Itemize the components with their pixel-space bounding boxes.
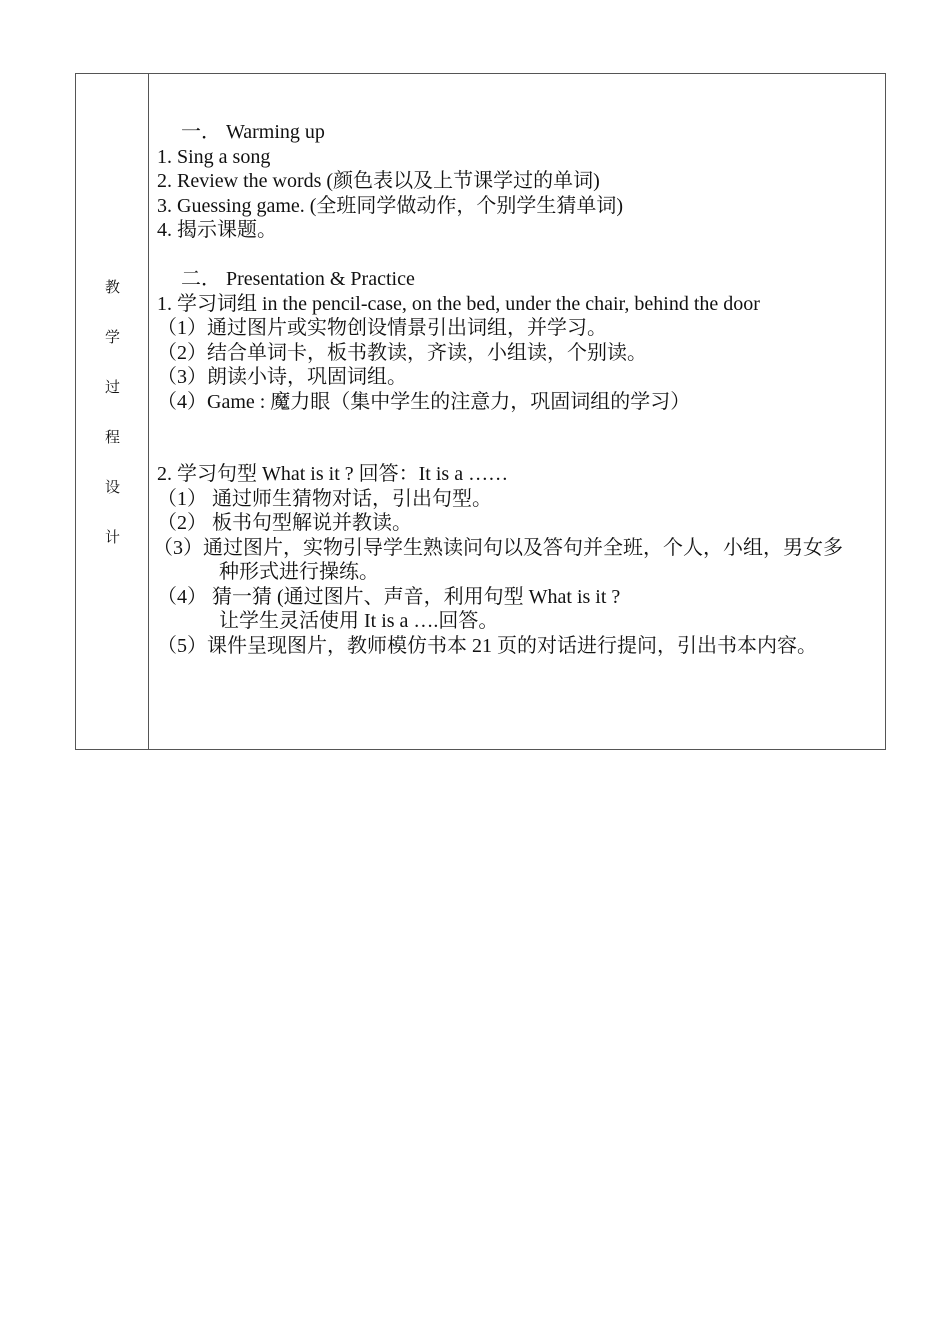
part1-step: （1）通过图片或实物创设情景引出词组，并学习。 xyxy=(157,317,607,339)
side-label-char: 设 xyxy=(104,480,120,496)
part1-heading: 1. 学习词组 in the pencil-case, on the bed, under the chair, behind the door xyxy=(157,292,760,315)
part2-step-continued: 种形式进行操练。 xyxy=(219,561,379,583)
side-label-char: 教 xyxy=(104,280,120,296)
part2-step: （1） 通过师生猜物对话，引出句型。 xyxy=(157,487,492,510)
side-label-char: 计 xyxy=(104,530,120,546)
warmup-item: 2. Review the words (颜色表以及上节课学过的单词) xyxy=(157,170,600,192)
side-label-char: 过 xyxy=(104,380,120,396)
part1-step: （2）结合单词卡，板书教读，齐读，小组读，个别读。 xyxy=(157,341,647,364)
part2-step: （3）通过图片，实物引导学生熟读问句以及答句并全班，个人，小组，男女多 xyxy=(153,536,843,559)
lesson-content xyxy=(153,120,882,658)
lesson-table xyxy=(75,73,886,750)
side-label-char: 学 xyxy=(104,330,120,346)
part2-step: （2） 板书句型解说并教读。 xyxy=(157,512,412,534)
part1-step: （3）朗读小诗，巩固词组。 xyxy=(157,366,407,388)
section2-title: 二． Presentation & Practice xyxy=(181,268,415,290)
part2-step-continued: 让学生灵活使用 It is a ….回答。 xyxy=(219,610,499,632)
warmup-item: 1. Sing a song xyxy=(157,145,271,168)
part2-heading: 2. 学习句型 What is it ? 回答：It is a …… xyxy=(157,463,509,485)
spacer xyxy=(157,243,882,268)
spacer xyxy=(157,414,882,462)
part2-step: （4） 猜一猜 (通过图片、声音，利用句型 What is it ? xyxy=(157,585,621,608)
warmup-item: 4. 揭示课题。 xyxy=(157,219,277,241)
part2-step: （5）课件呈现图片，教师模仿书本 21 页的对话进行提问，引出书本内容。 xyxy=(157,634,817,657)
part1-step: （4）Game : 魔力眼（集中学生的注意力，巩固词组的学习） xyxy=(157,390,691,413)
side-label-cell xyxy=(76,74,149,749)
side-label-char: 程 xyxy=(104,430,120,446)
warmup-item: 3. Guessing game. (全班同学做动作，个别学生猜单词) xyxy=(157,194,624,217)
section1-title: 一． Warming up xyxy=(181,121,325,143)
